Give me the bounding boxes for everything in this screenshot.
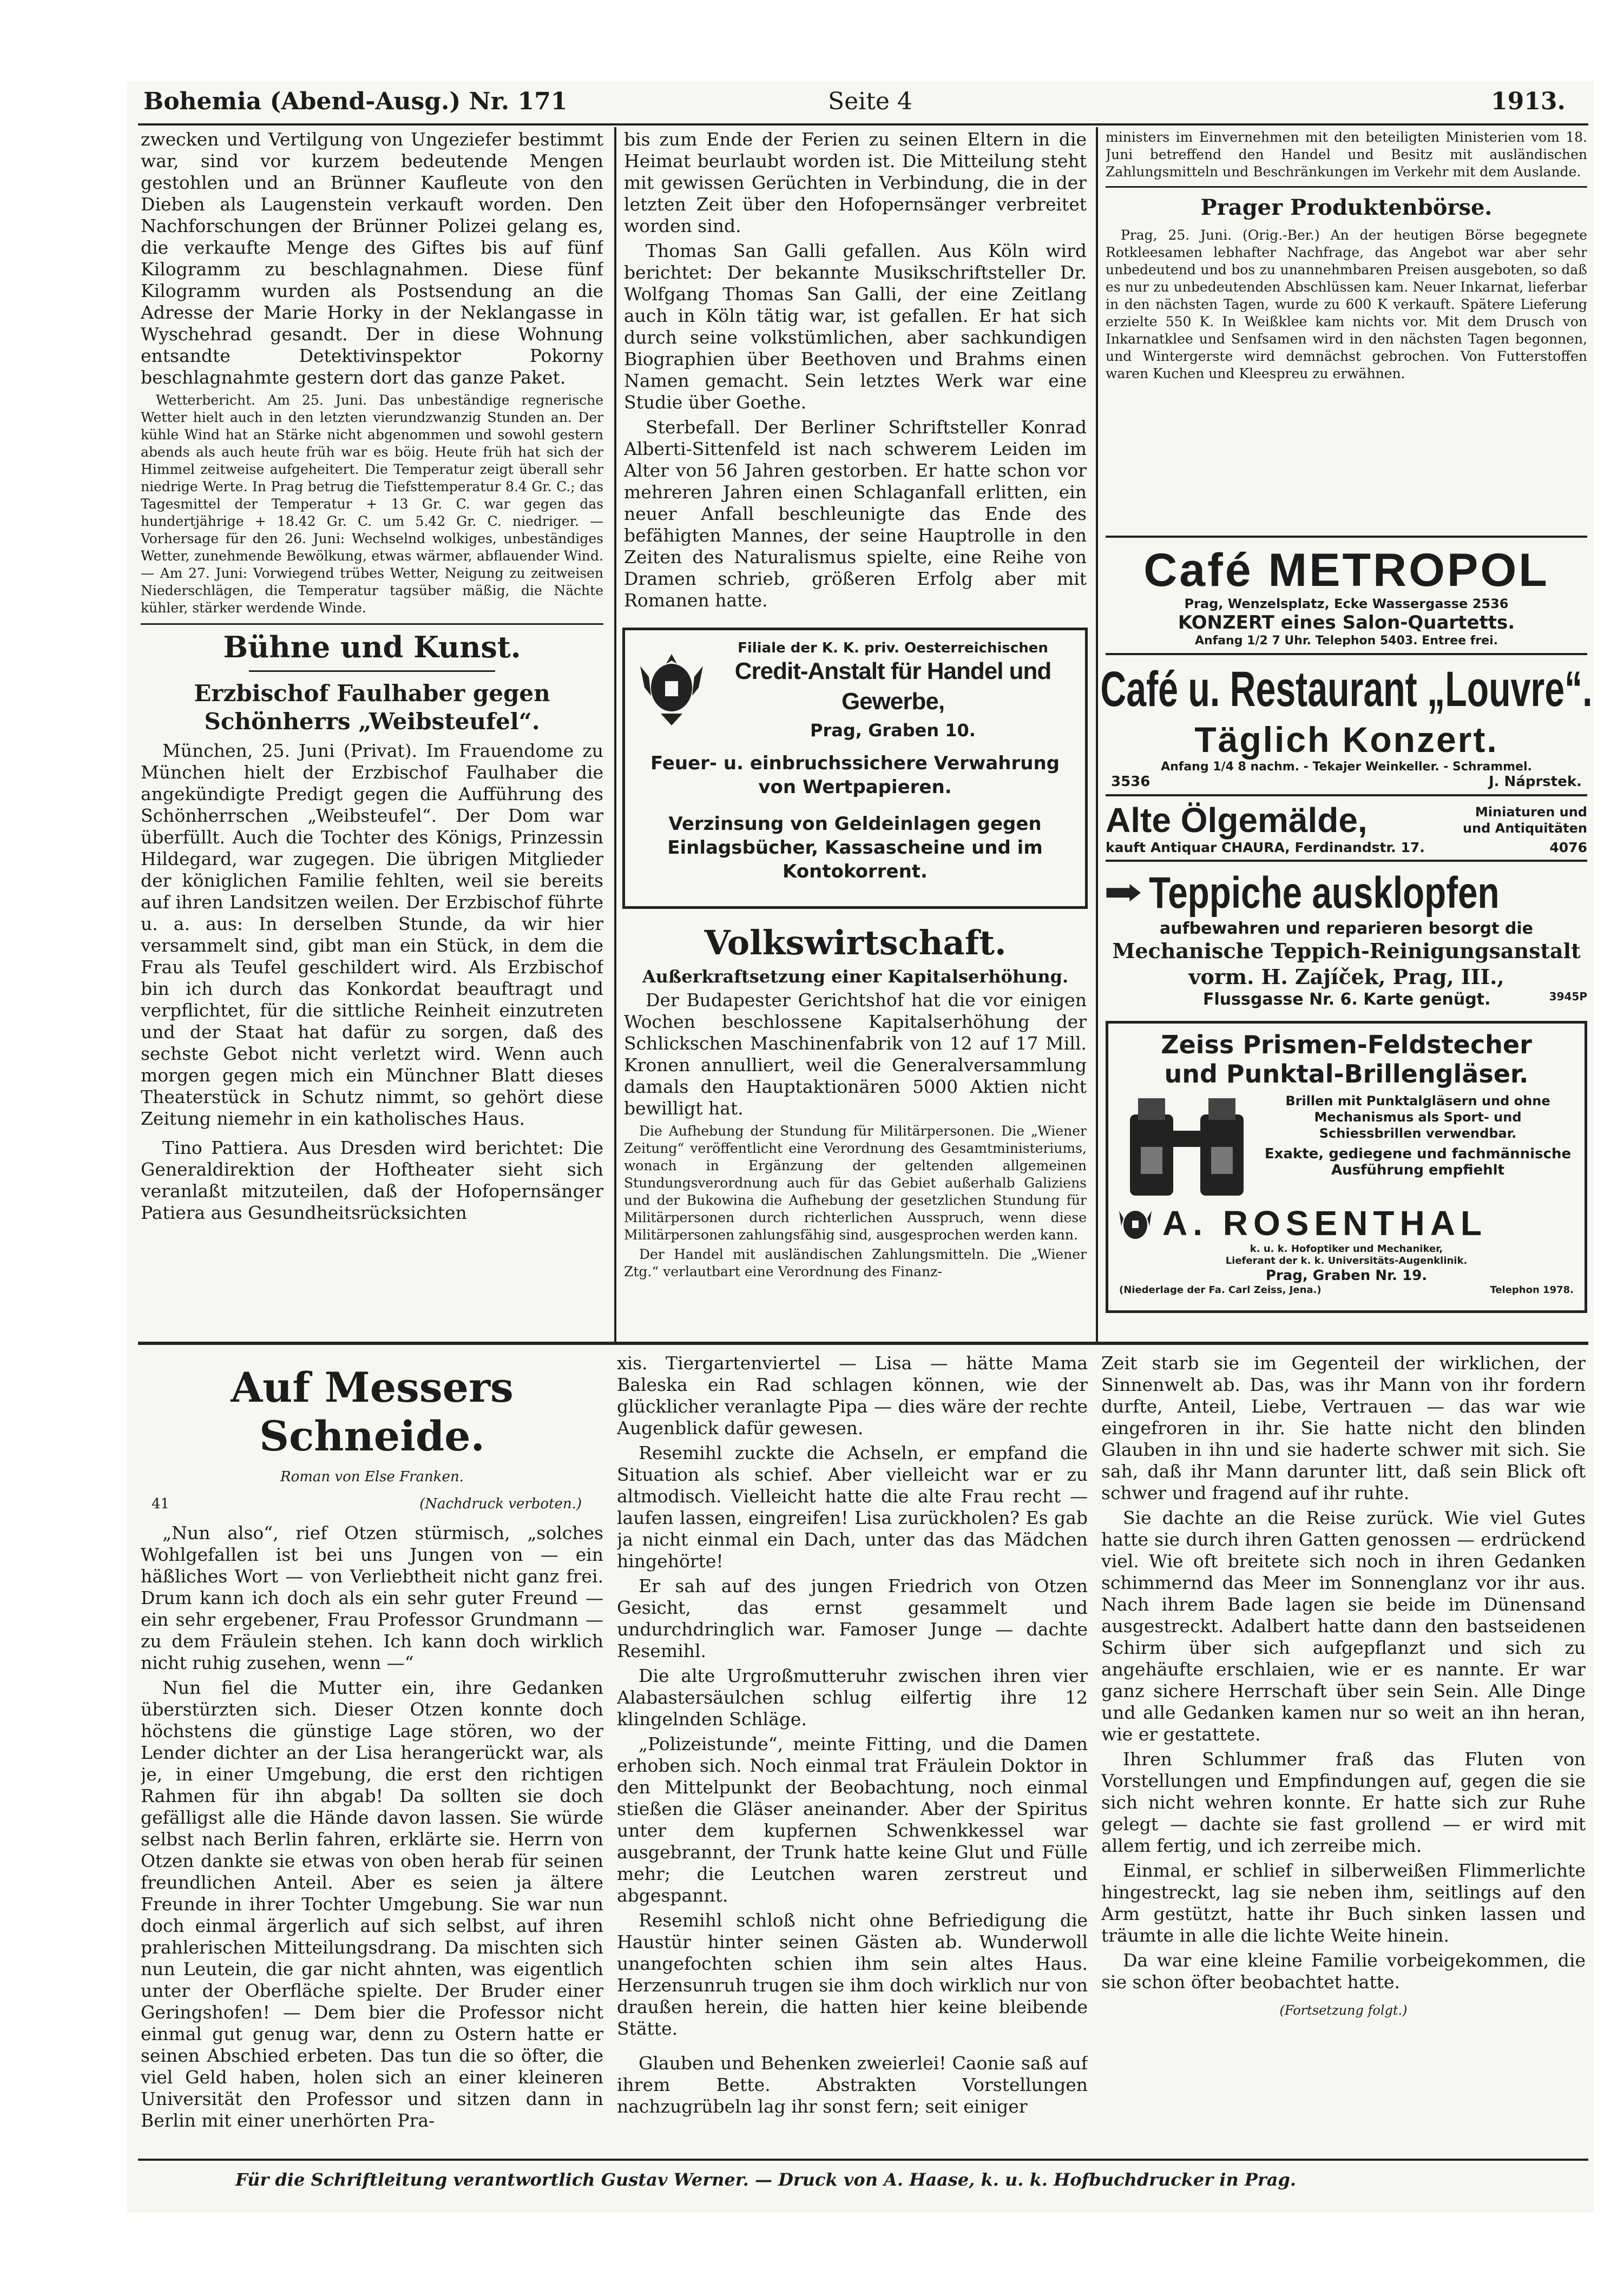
rosenthal-title1: Zeiss Prismen-Feldstecher (1161, 1030, 1532, 1059)
weather-report (141, 392, 603, 617)
rosenthal-desc1: Brillen mit Punktalgläsern und ohne Mechanismus als Sport- und Schiessbrillen verwendbar. (1285, 1093, 1550, 1141)
bank-service2: Verzinsung von Geldeinlagen gegen Einlagsbücher, Kassascheine und im Kontokorrent. (667, 813, 1043, 882)
feuilleton-rule (138, 1342, 1588, 1345)
article-budapest: Der Budapester Gerichtshof hat die vor einigen Wochen beschlossene Kapitalserhöhung der Schlickschen Maschinenfabrik von 12 auf 17 Mill. Kronen annulliert, weil die Generalversammlung damals den Hauptaktionären 5000 Aktien nicht bewilligt hat. (624, 989, 1087, 1119)
novel-paragraph: Resemihl schloß nicht ohne Befriedigung die Haustür hinter seinen Gästen ab. Wunderwoll unangefochten schien ihm sein altes Haus. Herzensunruh trugen sie ihm doch wirklich nur von draußen herein, die hatten hier keine bleibende Stätte. (617, 1910, 1088, 2039)
novel-paragraph: „Nun also“, rief Otzen stürmisch, „solches Wohlgefallen ist bei uns Jungen von — ein häßliches Wort — von Verliebtheit nicht ganz frei. Drum kann ich doch als ein sehr guter Freund — ein sehr ergebener, Frau Professor Grundmann — zu dem Fräulein stehen. Ich kann doch wirklich nicht ruhig zusehen, wenn —“ (141, 1522, 603, 1673)
teppiche-address: Flussgasse Nr. 6. Karte genügt. (1203, 990, 1491, 1009)
novel-paragraph: Zeit starb sie im Gegenteil der wirklichen, der Sinnenwelt ab. Das, was ihr Mann von ihr fordern durfte, Anteil, Liebe, Vertrauen — das war wie eingefroren in ihr. Sie hatte nicht den blinden Glauben in ihn und sie haderte schwer mit sich. Sie sah, daß ihr Mann darunter litt, daß sein Blick oft schwer und fragend auf ihr ruhte. (1101, 1352, 1586, 1503)
bank-line1: Filiale der K. K. priv. Oesterreichischen (738, 640, 1048, 656)
novel-paragraph: Er sah auf des jungen Friedrich von Otzen Gesicht, das ernst gesammelt und undurchdringlich war. Famoser Junge — dachte Resemihl. (617, 1575, 1088, 1661)
masthead-year: 1913. (1491, 88, 1566, 115)
ad-louvre (1100, 653, 1593, 790)
column-1 (141, 129, 603, 1341)
oelgemaelde-side1: Miniaturen und (1475, 804, 1587, 820)
ad-metropol (1106, 536, 1587, 648)
novel-instalment: 41 (152, 1496, 170, 1512)
section-buehne: Bühne und Kunst. (223, 630, 521, 664)
novel-rights: (Nachdruck verboten.) (419, 1496, 582, 1512)
headline-faulhaber: Erzbischof Faulhaber gegen Schönherrs „Weibsteufel“. (194, 680, 550, 735)
teppiche-company: Mechanische Teppich-Reinigungsanstalt vorm. H. Zajíček, Prag, III., (1112, 939, 1581, 989)
novel-paragraph: Glauben und Behenken zweierlei! Caonie saß auf ihrem Bette. Abstrakten Vorstellungen nachzugrübeln lag ihr sonst fern; seit einiger (617, 2053, 1088, 2117)
header-rule (138, 123, 1588, 126)
novel-paragraph: xis. Tiergartenviertel — Lisa — hätte Mama Baleska ein Rad schlagen können, wie der glücklicher veranlagte Pipa — dies wäre der rechte Augenblick dafür gewesen. (617, 1352, 1088, 1439)
binoculars-icon (1119, 1093, 1254, 1201)
article-faulhaber: München, 25. Juni (Privat). Im Frauendome zu München hielt der Erzbischof Faulhaber die angekündigte Predigt gegen die Aufführung des Schönherrschen „Weibsteufel“. Der Dom war überfüllt. Auch die Tochter des Königs, Prinzessin Hildegard, war zugegen. Die übrigen Mitglieder der königlichen Familie fehlten, weil sie bereits auf ihren Landsitzen weilen. Der Erzbischof führte u. a. aus: In derselben Stunde, da wir hier versammelt sind, gibt man ein Stück, in dem die Frau als Teufel geschildert wird. Als Erzbischof bin ich durch das Konkordat beauftragt und verpflichtet, für die sittliche Reinheit einzutreten und der Staat hat dafür zu sorgen, daß des sechste Gebot nicht verletzt wird. Wenn auch morgen gegen mich ein Münchner Blatt dieses Theaterstück in Schutz nimmt, so gehört diese Zeitung niemehr in ein katholisches Haus. (141, 740, 603, 1129)
divider (1106, 186, 1587, 188)
article-pattiera: Tino Pattiera. Aus Dresden wird berichtet: Die Generaldirektion der Hoftheater sieht sich veranlaßt mitzuteilen, daß der Hofopernsänger Patiera aus Gesundheitsrücksichten (141, 1137, 603, 1223)
section-produktenboerse: Prager Produktenbörse. (1200, 195, 1493, 220)
article-zahlungsmittel-cont: ministers im Einvernehmen mit den beteiligten Ministerien vom 18. Juni betreffend den Handel und Besitz mit ausländischen Zahlungsmitteln und Beschränkungen im Verkehr mit dem Auslande. (1106, 129, 1587, 180)
article-sangalli: Thomas San Galli gefallen. Aus Köln wird berichtet: Der bekannte Musikschriftsteller Dr. Wolfgang Thomas San Galli, der eine Zeitlang auch in Köln tätig war, ist gefallen. Er hat sich durch seine volkstümlichen, aber sachkundigen Biographien über Beethoven und Brahms einen Namen gemacht. Sein letztes Werk war eine Studie über Goethe. (624, 240, 1087, 413)
column-rule (1096, 127, 1098, 1342)
rosenthal-phone: Telephon 1978. (1490, 1284, 1574, 1296)
novel-continued: (Fortsetzung folgt.) (1279, 2003, 1408, 2018)
article-poison: zwecken und Vertilgung von Ungeziefer bestimmt war, sind vor kurzem bedeutende Mengen gestohlen und an Brünner Kaufleute von den Dieben als Laugenstein verkauft worden. Den Nachforschungen der Brünner Polizei gelang es, die verkaufte Menge des Giftes bis auf fünf Kilogramm zu beschlagnahmen. Diese fünf Kilogramm wurden als Postsendung an die Adresse der Marie Horky in der Neklangasse in Wyschehrad gesandt. Der in diese Wohnung entsandte Detektivinspektor Pokorny beschlagnahmte gestern dort das ganze Paket. (141, 129, 603, 388)
oelgemaelde-name: Alte Ölgemälde, (1106, 801, 1368, 840)
ads-column (1100, 536, 1593, 1342)
zahlungsmittel-text: Der Handel mit ausländischen Zahlungsmitteln. Die „Wiener Ztg.“ verlautbart eine Verordnung des Finanz- (624, 1246, 1087, 1279)
novel-paragraph: Ihren Schlummer fraß das Fluten von Vorstellungen und Empfindungen auf, gegen die sie sich nicht wehren konnte. Er hatte sich zur Ruhe gelegt — dachte sie fast grollend — er wird mit allem fertig, und ich zerreibe mich. (1101, 1749, 1586, 1856)
pointing-hand-icon (1106, 874, 1141, 912)
bank-service1: Feuer- u. einbruchssichere Verwahrung von Wertpapieren. (650, 753, 1060, 798)
rosenthal-desc2: Exakte, gediegene und fachmännische Ausführung empfiehlt (1264, 1146, 1572, 1178)
bank-name: Credit-Anstalt für Handel und Gewerbe, (734, 658, 1051, 715)
rosenthal-line1: k. u. k. Hofoptiker und Mechaniker, (1250, 1243, 1443, 1255)
novel-column-1 (141, 1352, 603, 2156)
louvre-name: Café u. Restaurant „Louvre“. (1100, 662, 1593, 717)
novel-column-2 (617, 1352, 1088, 2156)
metropol-address: Prag, Wenzelsplatz, Ecke Wassergasse 2536 (1184, 596, 1509, 611)
sub-kapitalserhoehung: Außerkraftsetzung einer Kapitalserhöhung. (642, 966, 1069, 987)
article-pattiera-cont: bis zum Ende der Ferien zu seinen Eltern in die Heimat beurlaubt worden ist. Die Mitteilung steht mit gewissen Gerüchten in Verbindung, die in der letzten Zeit über den Hofopernsänger verbreitet worden sind. (624, 129, 1087, 236)
footer-rule (138, 2159, 1588, 2161)
metropol-name: Café METROPOL (1143, 544, 1549, 596)
teppiche-name: Teppiche ausklopfen (1149, 868, 1500, 918)
divider (141, 623, 603, 625)
divider (249, 670, 495, 672)
novel-paragraph: Einmal, er schlief in silberweißen Flimmerlichte hingestreckt, lag sie neben ihm, seitlings auf den Arm gestützt, hatte ihr Buch sinken lassen und träumte in alle die lichte Weite hinein. (1101, 1860, 1586, 1946)
column-2-top (624, 129, 1087, 708)
louvre-code: 3536 (1111, 774, 1151, 790)
metropol-concert: KONZERT eines Salon-Quartetts. (1178, 612, 1515, 634)
article-stundung (624, 1123, 1087, 1281)
metropol-info: Anfang 1/2 7 Uhr. Telephon 5403. Entree frei. (1194, 634, 1498, 648)
page-number: Seite 4 (828, 88, 912, 115)
oelgemaelde-side2: und Antiquitäten (1462, 821, 1587, 836)
novel-column-3 (1101, 1352, 1586, 2156)
novel-paragraph: Da war eine kleine Familie vorbeigekommen, die sie schon öfter beobachtet hatte. (1101, 1950, 1586, 1992)
imprint: Für die Schriftleitung verantwortlich Gustav Werner. — Druck von A. Haase, k. u. k. Hofbuchdrucker in Prag. (235, 2169, 1296, 2190)
ad-credit-anstalt (622, 628, 1088, 909)
novel-paragraph: Sie dachte an die Reise zurück. Wie viel Gutes hatte sie durch ihren Gatten genossen — erdrückend viel. Wie oft breitete sich noch in ihren Gedanken schimmernd das Meer im Sonnenglanz vor ihr aus. Nach ihrem Bade lagen sie beide im Dünensand ausgestreckt. Adalbert hatte dann den bastseidenen Schirm über sich aufgepflanzt und sich zu angehäufte erschlaien, wie er es nannte. Er war ganz sichere Herrschaft über sein Sein. Alle Dinge und alle Gedanken kamen nur so weit an ihn heran, wie er gestattete. (1101, 1507, 1586, 1745)
ad-rosenthal (1106, 1021, 1587, 1313)
weather-text: Wetterbericht. Am 25. Juni. Das unbeständige regnerische Wetter hielt auch in den letzten vierundzwanzig Stunden an. Der kühle Wind hat an Stärke nicht abgenommen und sowohl gestern abends als auch heute früh war es böig. Heute früh hat sich der Himmel zeitweise aufgeheitert. Die Temperatur zeigt überall sehr niedrige Werte. In Prag betrug die Tiefsttemperatur 8.4 Gr. C.; das Tagesmittel der Temperatur + 13 Gr. C. war gegen das hundertjährige + 18.42 Gr. C. um 5.42 Gr. C. niedriger. — Vorhersage für den 26. Juni: Wechselnd wolkiges, unbeständiges Wetter, zunehmende Bewölkung, etwas wärmer, abflauender Wind. — Am 27. Juni: Vorwiegend trübes Wetter, Neigung zu zeitweisen Niederschlägen, die Temperatur tagsüber mäßig, die Nächte kühler, stärker werdende Winde. (141, 392, 603, 616)
novel-paragraph: Die alte Urgroßmutteruhr zwischen ihren vier Alabastersäulchen schlug eilfertig ihre 12 klingelnden Schläge. (617, 1665, 1088, 1730)
novel-author: Roman von Else Franken. (280, 1469, 464, 1485)
section-volkswirtschaft: Volkswirtschaft. (704, 923, 1007, 962)
rosenthal-address: Prag, Graben Nr. 19. (1265, 1268, 1428, 1284)
eagle-crest-icon (639, 650, 704, 731)
oelgemaelde-dealer: kauft Antiquar CHAURA, Ferdinandstr. 17. (1106, 840, 1425, 855)
column-2-bottom (624, 922, 1087, 1339)
novel-title: Auf Messers Schneide. (231, 1363, 514, 1460)
novel-paragraph: „Polizeistunde“, meinte Fitting, und die Damen erhoben sich. Noch einmal trat Fräulein Doktor in den Mittelpunkt der Beobachtung, noch einmal stießen die Gläser aneinander. Aber der Spiritus unter dem kupfernen Schwenkkessel war ausgebrannt, der Trunk hatte keine Glut und Fülle mehr; die Leutchen waren zerstreut und abgespannt. (617, 1733, 1088, 1906)
novel-paragraph: Nun fiel die Mutter ein, ihre Gedanken überstürzten sich. Dieser Otzen konnte doch höchstens die günstige Lage stören, wo der Lender dichter an der Lisa herangerückt war, als je, in einer Umgebung, die erst den richtigen Rahmen für ihn abgab! Da sollten sie doch gefälligst alle die Hände davon lassen. Sie würde selbst nach Berlin fahren, erklärte sie. Herrn von Otzen dankte sie etwas von oben herab für seinen freundlichen Anteil. Aber es seien ja ältere Freunde in ihrer Tochter Umgebung. Sie war nun doch einmal ärgerlich auf sich selbst, auf ihren prahlerischen Mitteilungsdrang. Da mischten sich nun Leutein, die gar nicht ahnten, was eigentlich unter der Oberfläche spielte. Der Bruder einer Geringshofen! — Dem bier die Professor nicht einmal gut genug war, denn zu Ostern hatte er seinen Abschied erbeten. Das tun die so öfter, die viel Geld haben, holen sich an einer kleineren Universität den Professor und sitzen dann in Berlin mit einer unerhörten Pra- (141, 1677, 603, 2131)
article-boerse: Prag, 25. Juni. (Orig.-Ber.) An der heutigen Börse begegnete Rotkleesamen lebhafter Nachfrage, das Angebot war aber sehr unbedeutend und bos zu unannehmbaren Preisen ausgeboten, so daß es nur zu unbedeutenden Abschlüssen kam. Neuer Inkarnat, lieferbar in den nächsten Tagen, wurde zu 600 K verkauft. Spätere Lieferung erzielte 550 K. In Weißklee kam nichts vor. Mit dem Drusch von Inkarnatklee und Senfsamen wird in den nächsten Tagen begonnen, und Wintergerste wird demnächst gebrochen. Von Futterstoffen waren Kuchen und Kleespreu zu erwähnen. (1106, 227, 1587, 381)
masthead-paper: Bohemia (Abend-Ausg.) Nr. 171 (143, 88, 568, 115)
rosenthal-zeiss: (Niederlage der Fa. Carl Zeiss, Jena.) (1119, 1284, 1322, 1296)
teppiche-line1: aufbewahren und reparieren besorgt die (1159, 919, 1534, 938)
louvre-owner: J. Náprstek. (1488, 774, 1582, 790)
ad-teppiche (1106, 860, 1587, 1009)
column-rule (614, 127, 616, 1342)
louvre-info: Anfang 1/4 8 nachm. - Tekajer Weinkeller. - Schrammel. (1161, 760, 1532, 774)
rosenthal-line2: Lieferant der k. k. Universitäts-Augenklinik. (1225, 1255, 1468, 1266)
article-alberti: Sterbefall. Der Berliner Schriftsteller Konrad Alberti-Sittenfeld ist nach schwerem Leiden im Alter von 56 Jahren gestorben. Er hatte schon vor mehreren Jahren einen Schlaganfall erlitten, ein neuer Anfall beschleunigte das Ende des befähigten Mannes, der seine Hauptrolle in den Zeiten des Naturalismus spielte, eine Reihe von Dramen schrieb, größeren Erfolg aber mit Romanen hatte. (624, 417, 1087, 611)
newspaper-page (127, 81, 1594, 2213)
bank-address: Prag, Graben 10. (810, 720, 976, 741)
novel-paragraph: Resemihl zuckte die Achseln, er empfand die Situation als schief. Aber vielleicht war er zu altmodisch. Vielleicht hatte die alte Frau recht — laufen lassen, eingreifen! Lisa zurückholen? Es gab ja nicht einmal ein Dach, unter das das Mädchen hingehörte! (617, 1442, 1088, 1572)
eagle-crest-icon (1119, 1204, 1152, 1242)
rosenthal-title2: und Punktal-Brillengläser. (1164, 1059, 1529, 1088)
ad-oelgemaelde (1106, 794, 1587, 855)
louvre-concert: Täglich Konzert. (1194, 720, 1498, 760)
rosenthal-name: A. ROSENTHAL (1162, 1204, 1487, 1243)
stundung-text: Die Aufhebung der Stundung für Militärpersonen. Die „Wiener Zeitung“ veröffentlicht eine Verordnung des Gesamtministeriums, wonach in Ergänzung der geltenden allgemeinen Stundungsverordnung auch für das Gebiet außerhalb Galiziens und der Bukowina die Aufhebung der gesetzlichen Stundung für Militärpersonen durch richterlichen Ausspruch, wenn diese Militärpersonen zahlungsfähig sind, ausgesprochen werden kann. (624, 1123, 1087, 1243)
teppiche-code: 3945P (1549, 990, 1587, 1003)
column-3-top (1106, 129, 1587, 529)
oelgemaelde-code: 4076 (1549, 840, 1587, 855)
